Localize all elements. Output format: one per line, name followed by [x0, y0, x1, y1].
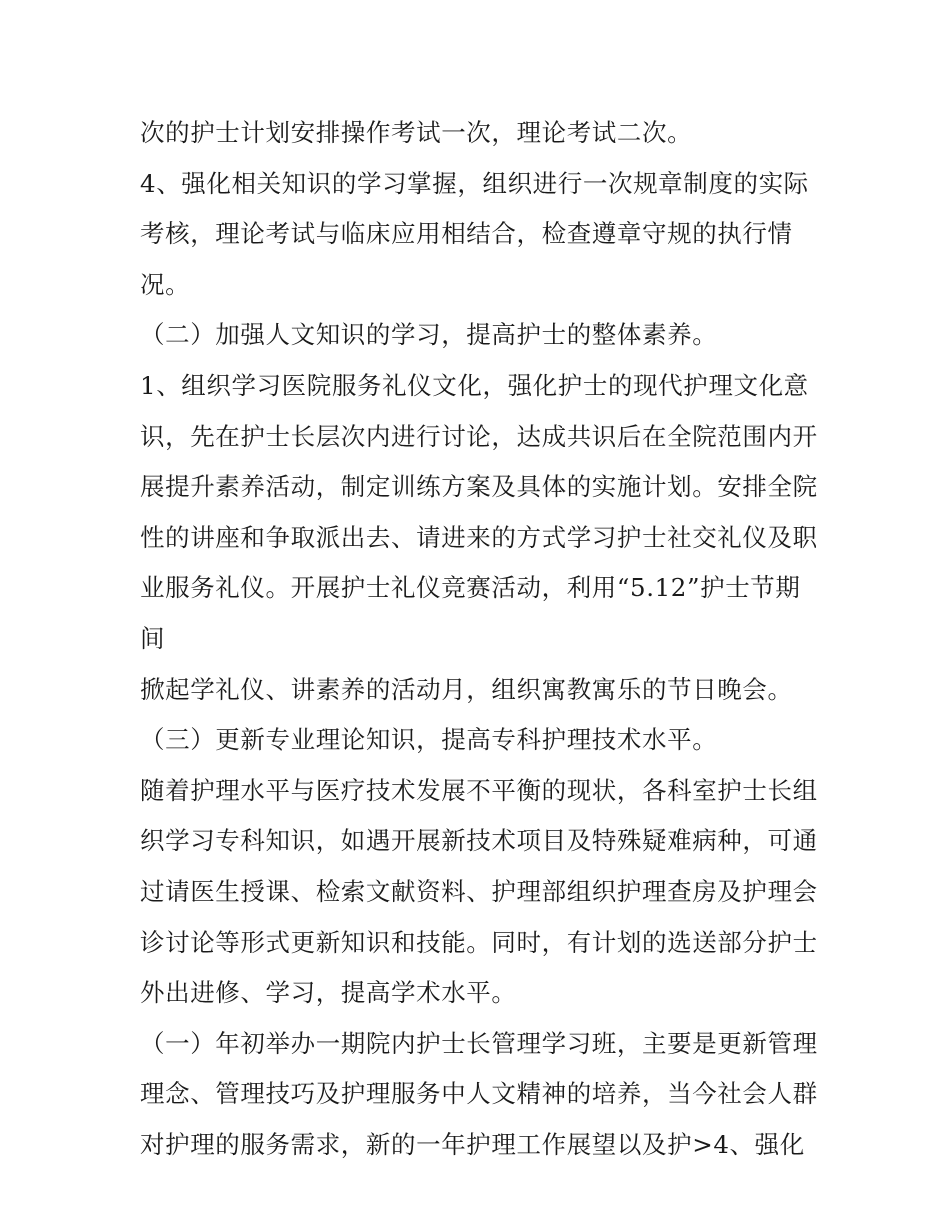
- section-heading: （二）加强人文知识的学习，提高护士的整体素养。: [140, 320, 718, 350]
- text-line: 展提升素养活动，制定训练方案及具体的实施计划。安排全院: [140, 472, 818, 502]
- text-line: 识，先在护士长层次内进行讨论，达成共识后在全院范围内开: [140, 421, 818, 451]
- text-line: 性的讲座和争取派出去、请进来的方式学习护士社交礼仪及职: [140, 522, 818, 552]
- text-line: 业服务礼仪。开展护士礼仪竞赛活动，利用“5.12”护士节期间: [140, 573, 801, 653]
- text-line: 次的护士计划安排操作考试一次，理论考试二次。: [140, 118, 693, 147]
- text-line: 诊讨论等形式更新知识和技能。同时，有计划的选送部分护士: [140, 927, 818, 957]
- text-line: 织学习专科知识，如遇开展新技术项目及特殊疑难病种，可通: [140, 826, 818, 856]
- text-line: （一）年初举办一期院内护士长管理学习班，主要是更新管理: [140, 1028, 818, 1058]
- section-heading: （三）更新专业理论知识，提高专科护理技术水平。: [140, 725, 718, 755]
- text-line: 4、强化相关知识的学习掌握，组织进行一次规章制度的实际: [140, 168, 809, 198]
- text-line: 1、组织学习医院服务礼仪文化，强化护士的现代护理文化意: [140, 370, 809, 400]
- text-line: 考核，理论考试与临床应用相结合，检查遵章守规的执行情: [140, 219, 793, 249]
- text-line: 况。: [140, 269, 191, 299]
- text-line: 过请医生授课、检索文献资料、护理部组织护理查房及护理会: [140, 876, 818, 906]
- text-line: 掀起学礼仪、讲素养的活动月，组织寓教寓乐的节日晚会。: [140, 674, 793, 704]
- text-line: 外出进修、学习，提高学术水平。: [140, 978, 517, 1008]
- text-line: 理念、管理技巧及护理服务中人文精神的培养，当今社会人群: [140, 1079, 818, 1109]
- text-line: 随着护理水平与医疗技术发展不平衡的现状，各科室护士长组: [140, 775, 818, 805]
- text-line: 对护理的服务需求，新的一年护理工作展望以及护>4、强化: [140, 1129, 805, 1159]
- document-body: [140, 108, 820, 1170]
